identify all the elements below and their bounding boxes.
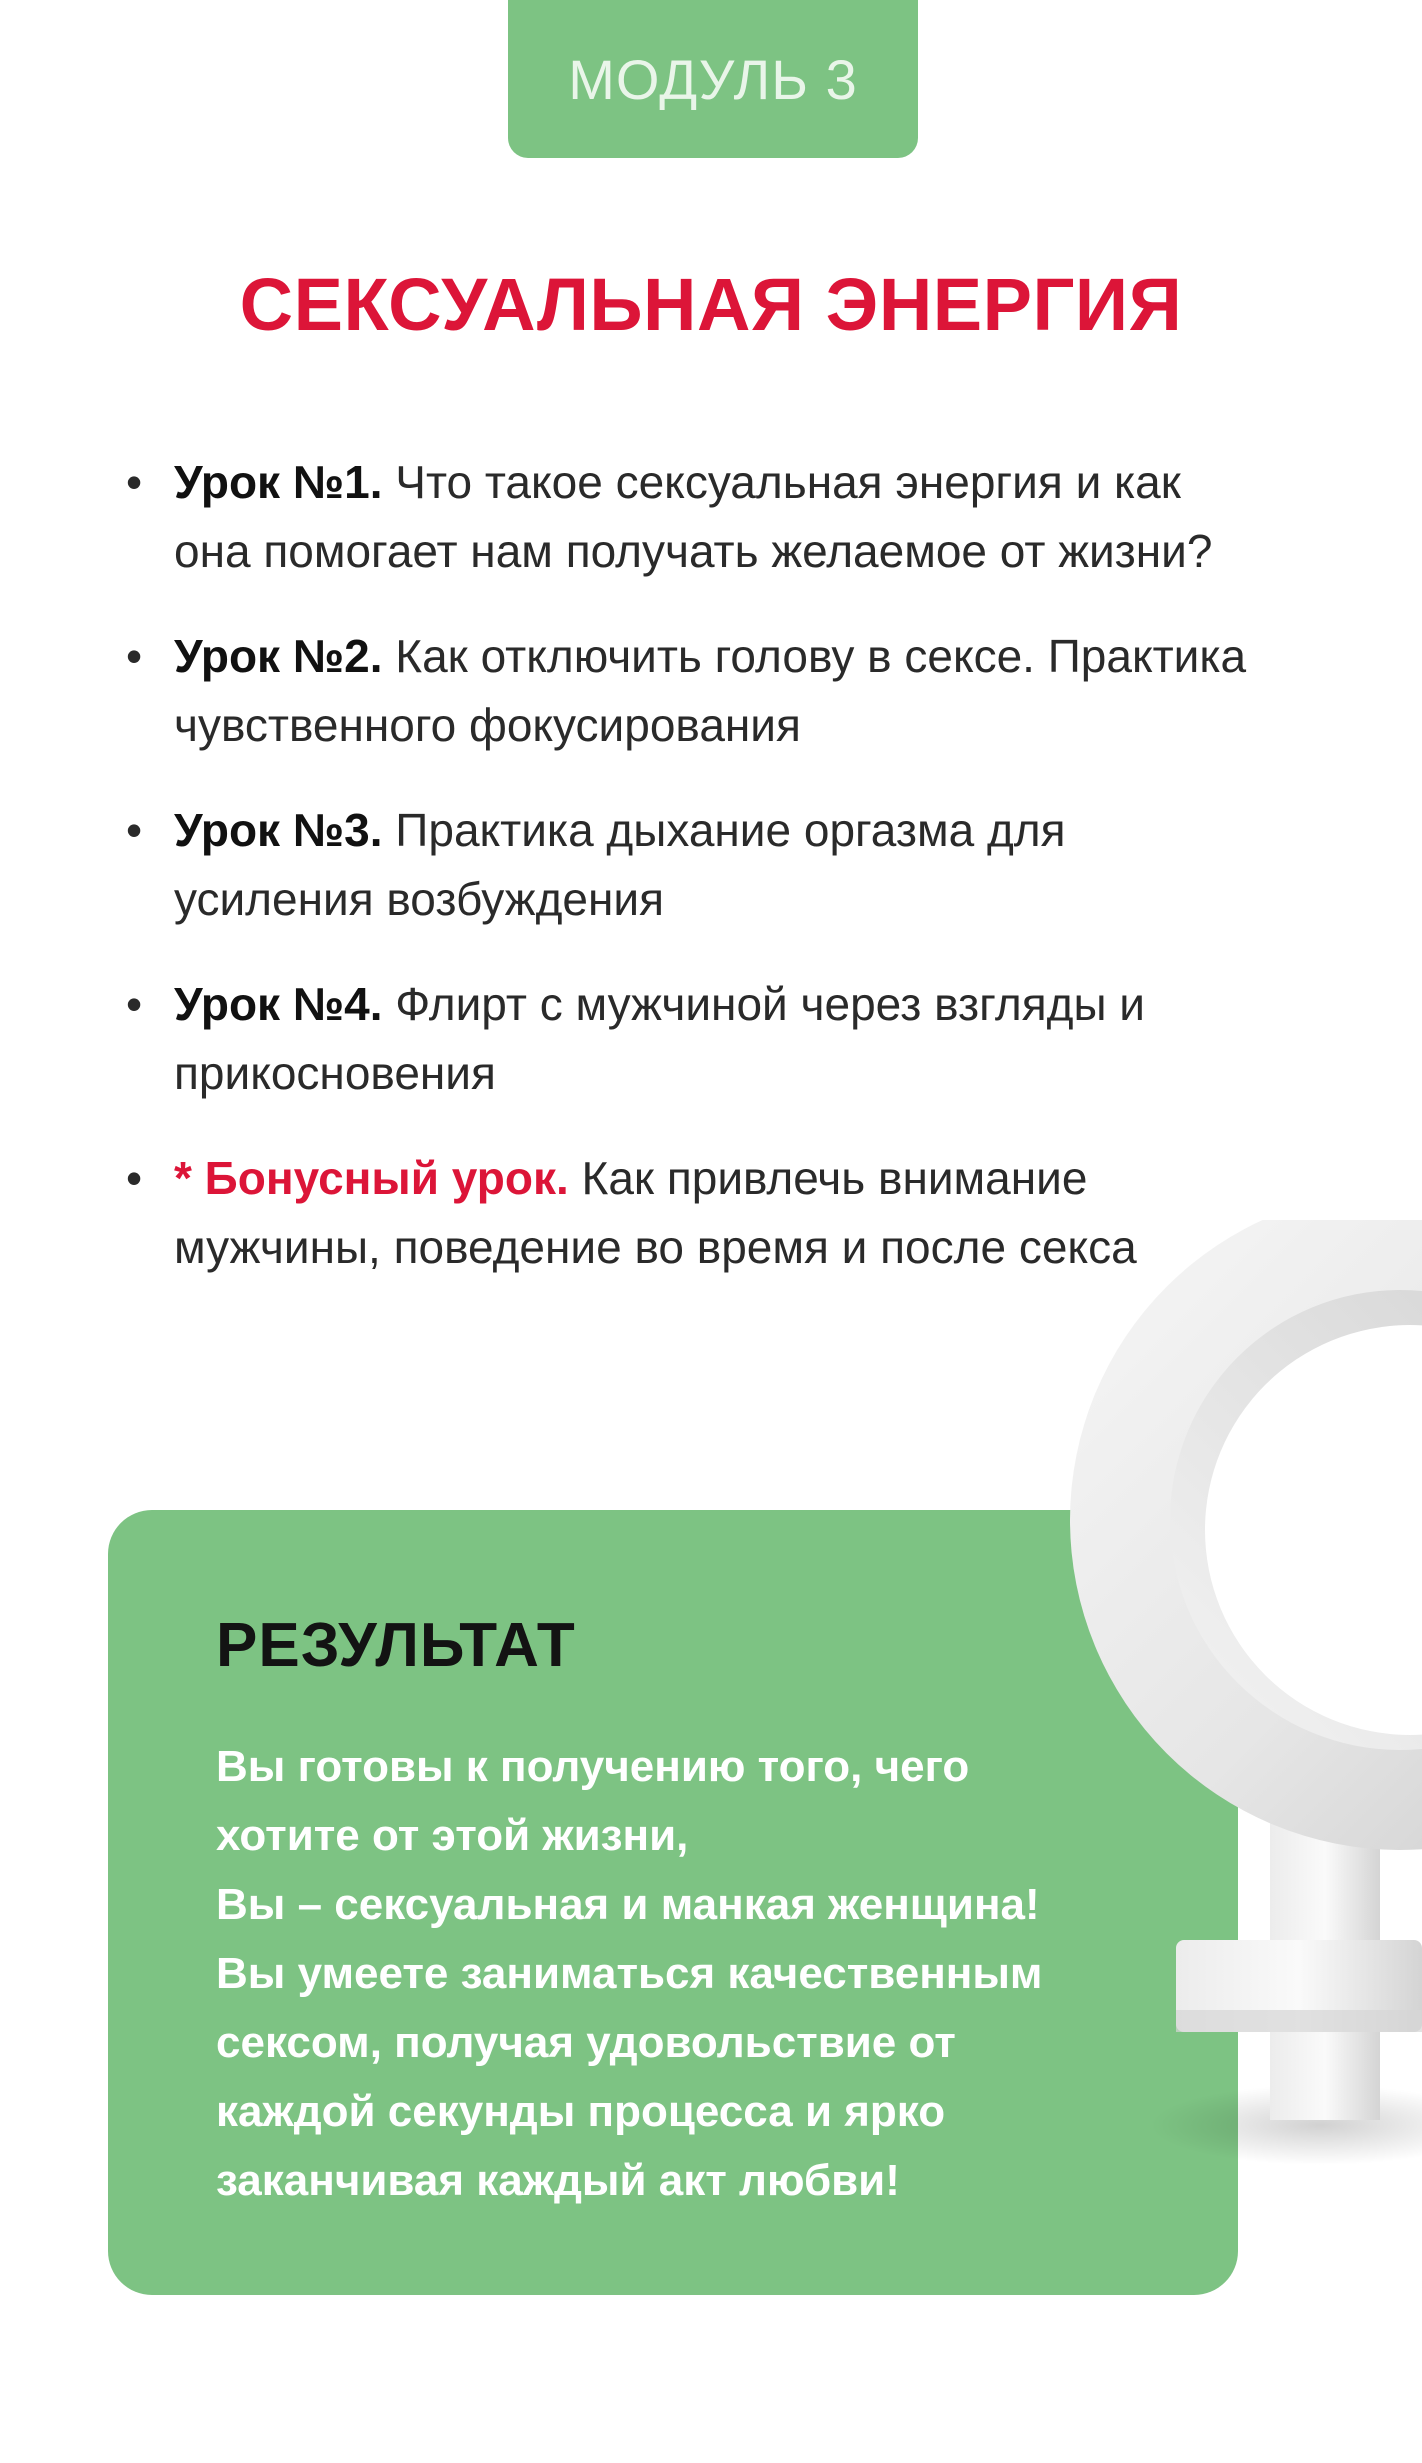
list-item: [110, 970, 1250, 1108]
bullet-icon: •: [126, 456, 143, 508]
lesson-label: Урок №4.: [174, 978, 383, 1030]
result-line: каждой секунды процесса и ярко: [216, 2087, 946, 2136]
bonus-lesson-label: * Бонусный урок.: [174, 1152, 569, 1204]
result-line: Вы – сексуальная и манкая женщина!: [216, 1880, 1040, 1929]
module-label: МОДУЛЬ 3: [568, 47, 858, 111]
lesson-text: Как привлечь внимание мужчины, поведение во время и после секса: [174, 1152, 1137, 1273]
bullet-icon: •: [126, 804, 143, 856]
lesson-label: Урок №3.: [174, 804, 383, 856]
lesson-text: Как отключить голову в сексе. Практика чувственного фокусирования: [174, 630, 1247, 751]
list-item: [110, 448, 1250, 586]
result-line: заканчивая каждый акт любви!: [216, 2156, 900, 2205]
module-badge: [508, 0, 918, 158]
result-line: сексом, получая удовольствие от: [216, 2018, 956, 2067]
bullet-icon: •: [126, 978, 143, 1030]
bullet-icon: •: [126, 1152, 143, 1204]
result-title: РЕЗУЛЬТАТ: [216, 1611, 576, 1680]
result-text: [216, 1732, 1116, 2215]
page-title: СЕКСУАЛЬНАЯ ЭНЕРГИЯ: [239, 263, 1183, 346]
result-line: хотите от этой жизни,: [216, 1811, 689, 1860]
venus-symbol-icon: [1040, 1220, 1422, 2190]
lesson-text: Флирт с мужчиной через взгляды и прикосновения: [174, 978, 1145, 1099]
result-line: Вы готовы к получению того, чего: [216, 1742, 970, 1791]
lesson-text: Практика дыхание оргазма для усиления возбуждения: [174, 804, 1066, 925]
lesson-label: Урок №1.: [174, 456, 383, 508]
bullet-icon: •: [126, 630, 143, 682]
lesson-list: [110, 448, 1250, 1318]
result-line: Вы умеете заниматься качественным: [216, 1949, 1043, 1998]
list-item: [110, 796, 1250, 934]
list-item: [110, 622, 1250, 760]
lesson-label: Урок №2.: [174, 630, 383, 682]
lesson-text: Что такое сексуальная энергия и как она помогает нам получать желаемое от жизни?: [174, 456, 1213, 577]
